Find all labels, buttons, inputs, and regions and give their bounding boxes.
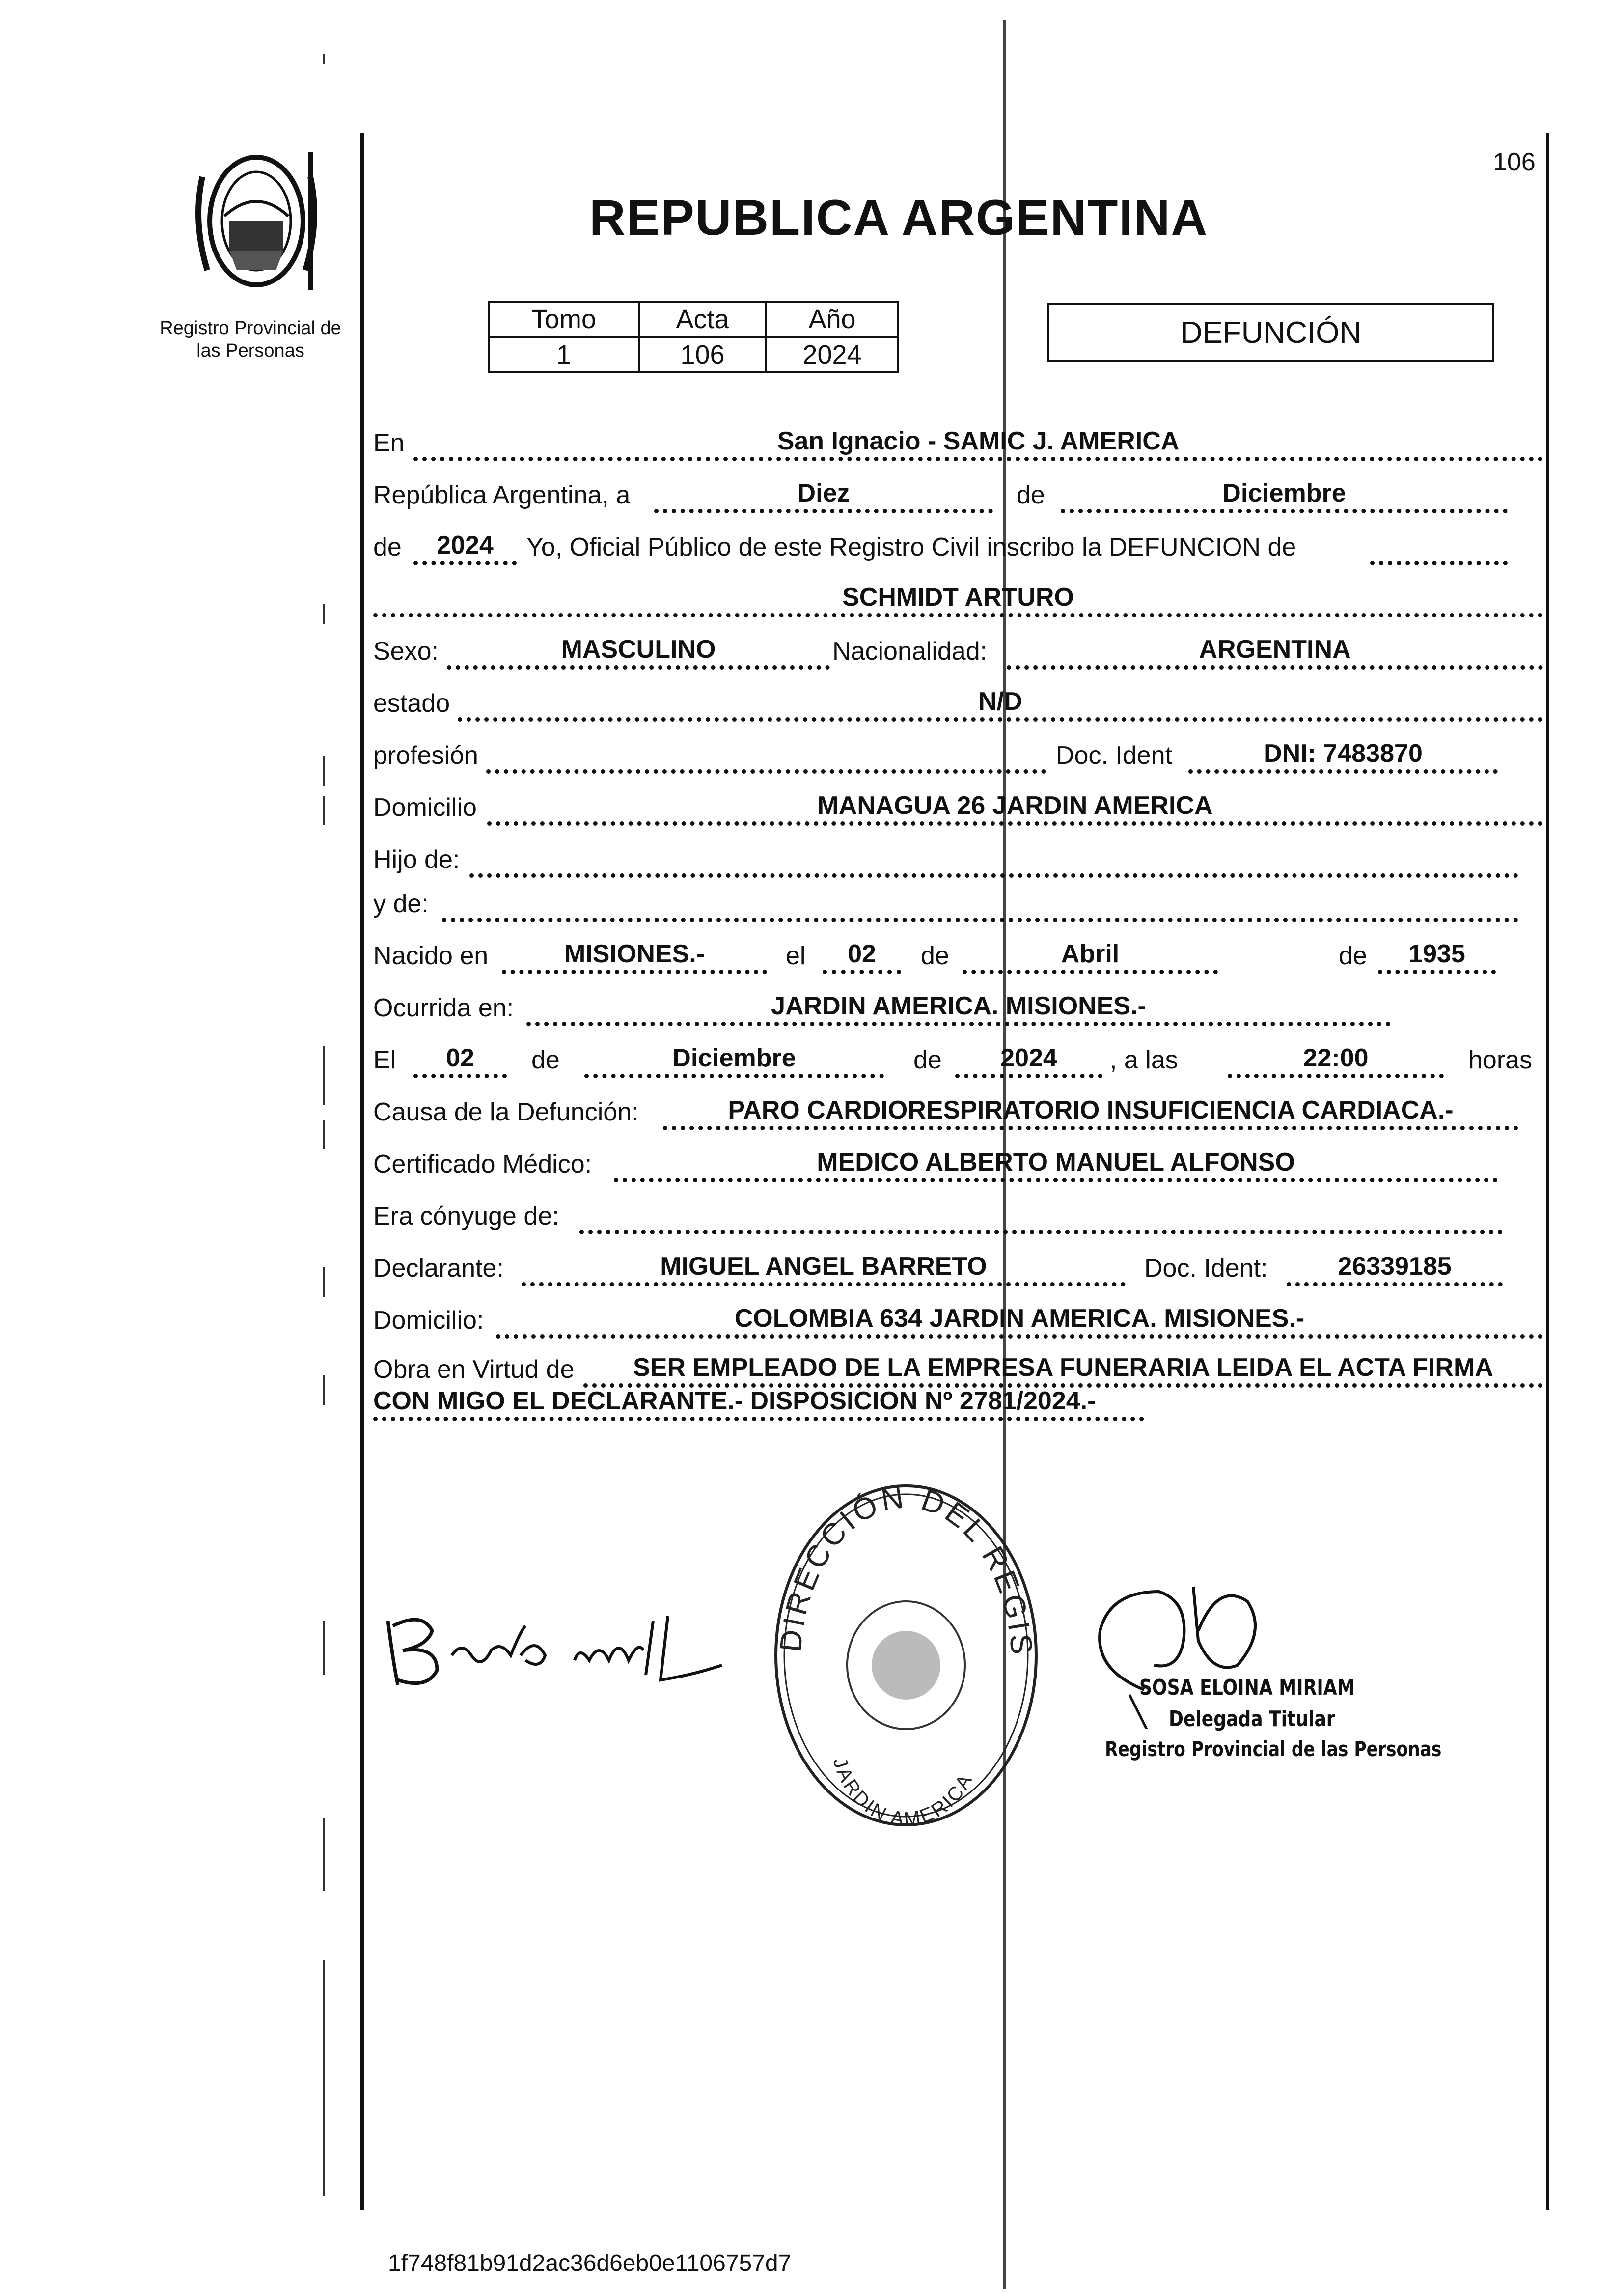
label-def-de: de bbox=[531, 1046, 560, 1074]
svg-text:JARDIN AMERICA bbox=[829, 1755, 977, 1830]
value-nombre: SCHMIDT ARTURO bbox=[373, 585, 1543, 617]
acta-header-acta: Acta bbox=[639, 302, 766, 337]
label-conyuge: Era cónyuge de: bbox=[373, 1202, 559, 1230]
label-de: de bbox=[1017, 481, 1045, 509]
official-name: SOSA ELOINA MIRIAM bbox=[1139, 1675, 1355, 1700]
scan-tick bbox=[323, 756, 325, 786]
label-decl-doc: Doc. Ident: bbox=[1144, 1254, 1268, 1283]
label-nacido: Nacido en bbox=[373, 942, 489, 970]
label-domicilio: Domicilio bbox=[373, 793, 477, 822]
label-ocurrida: Ocurrida en: bbox=[373, 994, 514, 1022]
label-def-de2: de bbox=[913, 1046, 942, 1074]
label-nac-de2: de bbox=[1339, 942, 1367, 970]
value-def-anio: 2024 bbox=[955, 1045, 1102, 1078]
scan-tick bbox=[323, 1621, 325, 1675]
value-domicilio: MANAGUA 26 JARDIN AMERICA bbox=[487, 793, 1543, 826]
value-nacido: MISIONES.- bbox=[502, 941, 767, 974]
value-obra-2: CON MIGO EL DECLARANTE.- DISPOSICION Nº 2781/2024.- bbox=[373, 1388, 1144, 1421]
value-nacionalidad: ARGENTINA bbox=[1007, 637, 1543, 670]
seal-outer-text: DIRECCIÓN DEL REGIS bbox=[773, 1480, 1039, 1659]
registry-label bbox=[147, 317, 354, 362]
official-signature-icon bbox=[1071, 1572, 1414, 1729]
label-declarante: Declarante: bbox=[373, 1254, 504, 1283]
value-def-hora: 22:00 bbox=[1228, 1045, 1444, 1078]
acta-table bbox=[488, 301, 899, 373]
label-horas: horas bbox=[1468, 1046, 1533, 1074]
label-a-las: , a las bbox=[1110, 1046, 1178, 1074]
acta-header-anio: Año bbox=[766, 302, 898, 337]
scan-tick bbox=[323, 604, 325, 624]
label-decl-domicilio: Domicilio: bbox=[373, 1306, 484, 1335]
label-inscribo: Yo, Oficial Público de este Registro Civil inscribo la DEFUNCION de bbox=[526, 533, 1296, 561]
right-margin-line bbox=[1546, 133, 1549, 2210]
acta-header-tomo: Tomo bbox=[489, 302, 639, 337]
label-estado: estado bbox=[373, 689, 450, 718]
label-el-def: El bbox=[373, 1046, 396, 1074]
value-nac-anio: 1935 bbox=[1378, 941, 1496, 974]
value-ocurrida: JARDIN AMERICA. MISIONES.- bbox=[526, 993, 1391, 1026]
value-mes: Diciembre bbox=[1061, 480, 1508, 513]
value-dia: Diez bbox=[654, 480, 993, 513]
value-certificado: MEDICO ALBERTO MANUEL ALFONSO bbox=[614, 1149, 1498, 1182]
label-nac-de: de bbox=[921, 942, 949, 970]
scan-tick bbox=[323, 1120, 325, 1149]
declarante-signature-icon bbox=[378, 1592, 732, 1700]
scan-tick bbox=[323, 796, 325, 825]
document-title: REPUBLICA ARGENTINA bbox=[589, 190, 1209, 246]
value-en: San Ignacio - SAMIC J. AMERICA bbox=[413, 428, 1543, 461]
value-obra-1: SER EMPLEADO DE LA EMPRESA FUNERARIA LEIDA EL ACTA FIRMA bbox=[583, 1355, 1543, 1388]
scan-tick bbox=[323, 1960, 325, 2196]
label-republica: República Argentina, a bbox=[373, 481, 631, 509]
scan-tick bbox=[323, 1046, 325, 1105]
label-causa: Causa de la Defunción: bbox=[373, 1098, 639, 1126]
value-inscribo-blank bbox=[1370, 532, 1508, 565]
label-en: En bbox=[373, 429, 405, 457]
acta-value-anio: 2024 bbox=[766, 337, 898, 372]
value-estado: N/D bbox=[458, 689, 1543, 722]
document-hash: 1f748f81b91d2ac36d6eb0e1106757d7 bbox=[388, 2250, 792, 2276]
label-certificado: Certificado Médico: bbox=[373, 1150, 592, 1178]
value-conyuge bbox=[579, 1202, 1503, 1234]
value-doc-ident: DNI: 7483870 bbox=[1188, 741, 1498, 774]
acta-value-acta: 106 bbox=[639, 337, 766, 372]
label-y-de: y de: bbox=[373, 890, 429, 918]
scan-tick bbox=[323, 1267, 325, 1297]
value-causa: PARO CARDIORESPIRATORIO INSUFICIENCIA CARDIACA.- bbox=[663, 1097, 1518, 1130]
registry-label-line-2: las Personas bbox=[196, 340, 304, 361]
value-declarante: MIGUEL ANGEL BARRETO bbox=[522, 1254, 1126, 1286]
acta-value-tomo: 1 bbox=[489, 337, 639, 372]
value-anio: 2024 bbox=[413, 532, 517, 565]
scan-tick bbox=[323, 54, 325, 64]
label-hijo: Hijo de: bbox=[373, 845, 460, 874]
official-office: Registro Provincial de las Personas bbox=[1105, 1737, 1442, 1761]
value-y-de bbox=[442, 889, 1518, 922]
label-doc-ident: Doc. Ident bbox=[1056, 741, 1173, 770]
value-decl-doc: 26339185 bbox=[1287, 1254, 1503, 1286]
registry-label-line-1: Registro Provincial de bbox=[160, 318, 341, 338]
value-hijo bbox=[469, 845, 1518, 878]
page-number: 106 bbox=[1493, 148, 1536, 176]
value-sexo: MASCULINO bbox=[447, 637, 830, 670]
value-profesion bbox=[486, 741, 1046, 774]
record-type-box: DEFUNCIÓN bbox=[1047, 303, 1494, 362]
scan-tick bbox=[323, 1818, 325, 1891]
label-de-anio: de bbox=[373, 533, 402, 561]
value-nac-mes: Abril bbox=[963, 941, 1218, 974]
value-def-dia: 02 bbox=[413, 1045, 507, 1078]
label-sexo: Sexo: bbox=[373, 637, 439, 666]
provincia-misiones-seal-icon bbox=[183, 147, 330, 295]
label-nacionalidad: Nacionalidad: bbox=[832, 637, 988, 666]
label-obra: Obra en Virtud de bbox=[373, 1355, 575, 1384]
value-decl-domicilio: COLOMBIA 634 JARDIN AMERICA. MISIONES.- bbox=[496, 1306, 1543, 1339]
label-el: el bbox=[786, 942, 806, 970]
official-role: Delegada Titular bbox=[1169, 1706, 1335, 1732]
label-profesion: profesión bbox=[373, 741, 478, 770]
scan-tick bbox=[323, 1375, 325, 1405]
value-def-mes: Diciembre bbox=[584, 1045, 884, 1078]
seal-inner-text: JARDIN AMERICA bbox=[828, 1755, 977, 1831]
registro-stamp-icon bbox=[766, 1479, 1046, 1832]
left-margin-line bbox=[360, 133, 364, 2210]
value-nac-dia: 02 bbox=[823, 941, 901, 974]
